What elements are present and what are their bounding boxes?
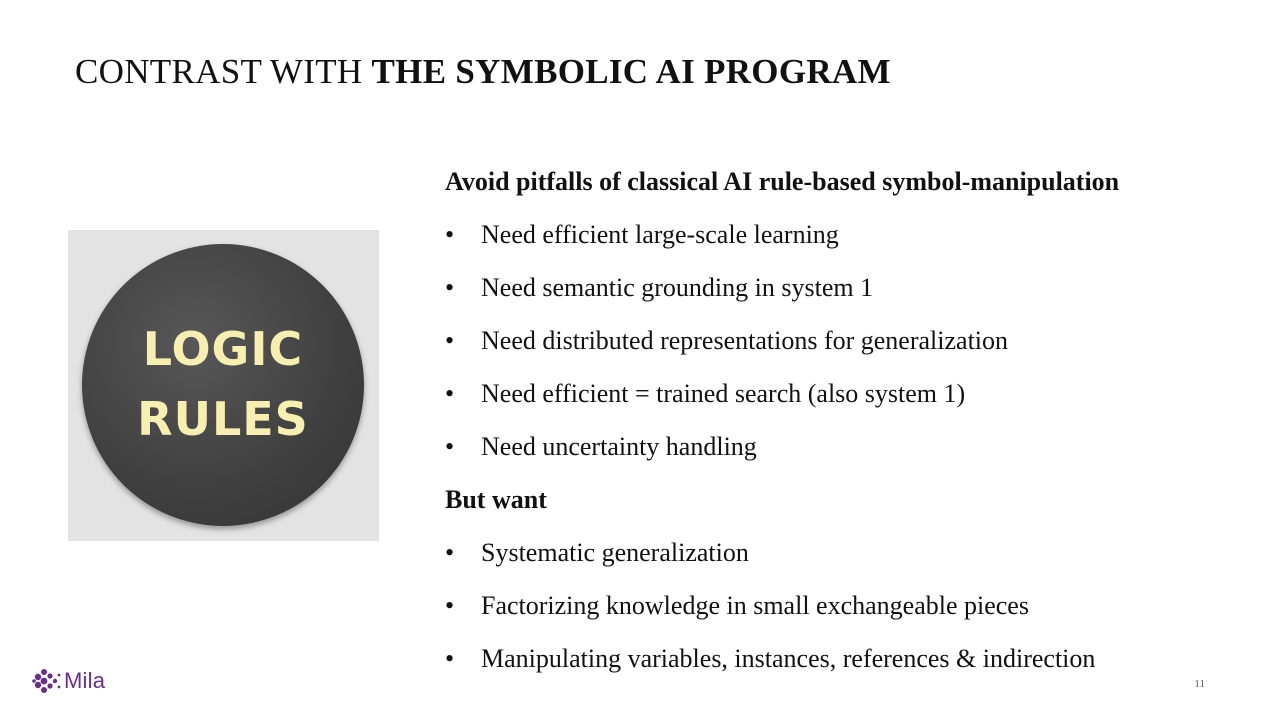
logic-rules-image bbox=[68, 230, 379, 541]
slide-content bbox=[445, 163, 1235, 693]
disc-text-logic: LOGIC bbox=[142, 322, 304, 376]
bullet-item bbox=[445, 216, 1235, 269]
bullet-text: Need uncertainty handling bbox=[481, 432, 757, 461]
bullet-text: Need efficient = trained search (also system 1) bbox=[481, 379, 966, 408]
slide-title-bold: THE SYMBOLIC AI PROGRAM bbox=[371, 52, 891, 91]
bullet-item bbox=[445, 534, 1235, 587]
page-number: 11 bbox=[1194, 678, 1205, 690]
bullet-dot: • bbox=[445, 273, 455, 302]
slide-title-regular: CONTRAST WITH bbox=[75, 52, 372, 91]
bullet-text: Factorizing knowledge in small exchangeable pieces bbox=[481, 591, 1029, 620]
bullet-text: Manipulating variables, instances, references & indirection bbox=[481, 644, 1096, 673]
bullet-item bbox=[445, 322, 1235, 375]
section-heading-but-want: But want bbox=[445, 485, 547, 514]
mila-logo-icon bbox=[32, 666, 62, 696]
bullet-dot: • bbox=[445, 220, 455, 249]
bullet-item bbox=[445, 640, 1235, 693]
bullet-text: Need semantic grounding in system 1 bbox=[481, 273, 874, 302]
bullet-text: Need efficient large-scale learning bbox=[481, 220, 839, 249]
bullet-item bbox=[445, 587, 1235, 640]
logic-rules-disc bbox=[82, 244, 364, 526]
bullet-item bbox=[445, 375, 1235, 428]
bullet-dot: • bbox=[445, 591, 455, 620]
bullet-dot: • bbox=[445, 432, 455, 461]
bullet-text: Systematic generalization bbox=[481, 538, 749, 567]
bullet-dot: • bbox=[445, 379, 455, 408]
bullet-dot: • bbox=[445, 326, 455, 355]
section-heading-pitfalls: Avoid pitfalls of classical AI rule-based symbol-manipulation bbox=[445, 167, 1120, 196]
bullet-text: Need distributed representations for generalization bbox=[481, 326, 1009, 355]
mila-logo bbox=[32, 665, 105, 697]
bullet-item bbox=[445, 428, 1235, 481]
bullet-item bbox=[445, 269, 1235, 322]
bullet-dot: • bbox=[445, 644, 455, 673]
slide-title bbox=[75, 52, 891, 92]
disc-text-rules: RULES bbox=[137, 392, 309, 446]
mila-logo-text: Mila bbox=[64, 668, 106, 693]
bullet-dot: • bbox=[445, 538, 455, 567]
